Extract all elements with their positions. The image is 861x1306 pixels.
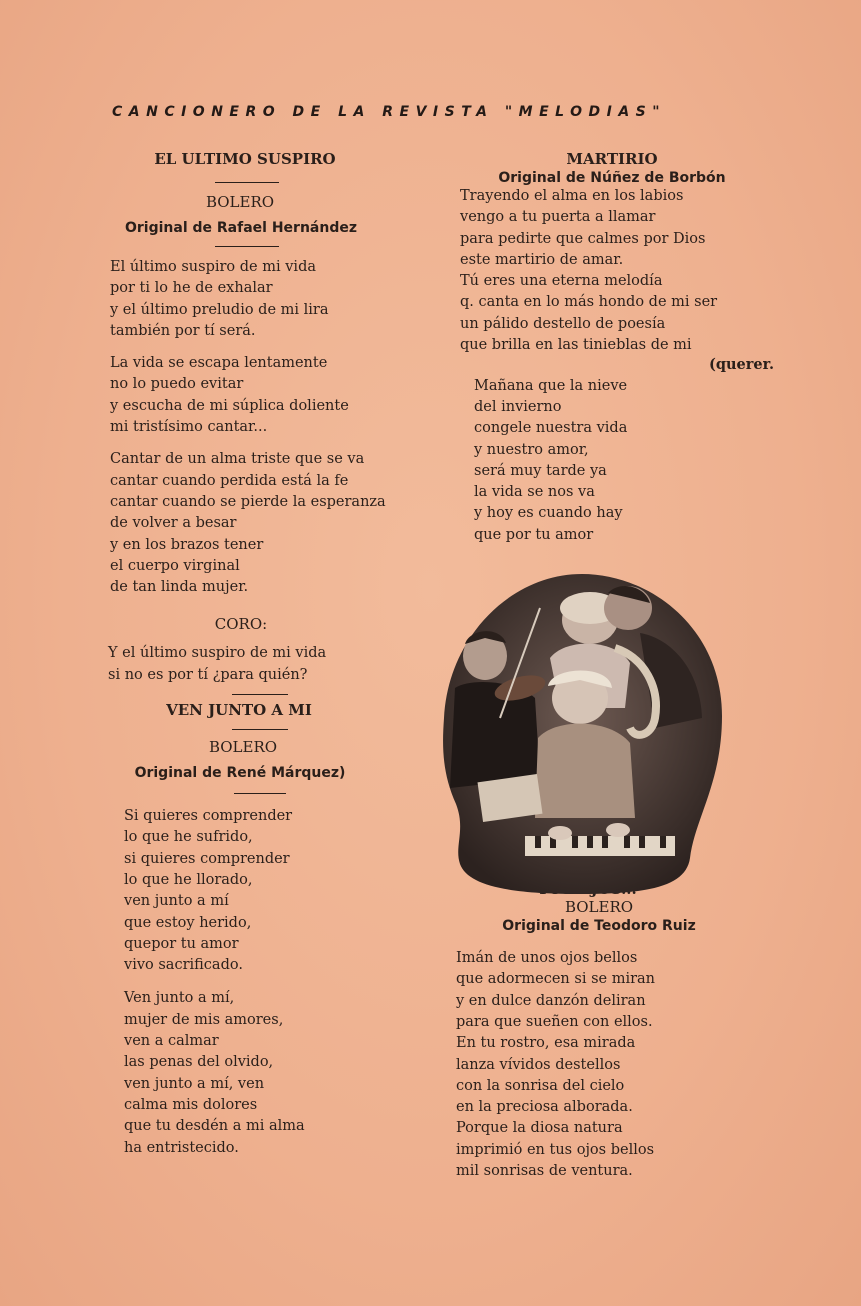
lyric-line: Imán de unos ojos bellos (456, 950, 638, 967)
lyric-line: un pálido destello de poesía (460, 315, 666, 332)
lyric-line: ven a calmar (124, 1033, 219, 1050)
song-author: Original de Teodoro Ruiz (502, 918, 696, 935)
lyric-line: ven junto a mí (124, 893, 229, 910)
divider (232, 729, 288, 730)
lyric-line: mi tristísimo cantar... (110, 419, 268, 436)
lyric-line: que brilla en las tinieblas de mi (460, 337, 692, 354)
song-title-martirio: MARTIRIO (566, 150, 658, 168)
lyric-line: si no es por tí ¿para quién? (108, 666, 308, 683)
lyric-line: vengo a tu puerta a llamar (460, 209, 656, 226)
song-author: Original de René Márquez) (134, 765, 346, 782)
lyric-line: el cuerpo virginal (110, 557, 240, 574)
lyric-line: en la preciosa alborada. (456, 1099, 633, 1116)
lyric-line: y en dulce danzón deliran (456, 992, 646, 1009)
lyric-line: ven junto a mí, ven (124, 1075, 265, 1092)
lyric-line: y en los brazos tener (110, 536, 264, 553)
song-genre: BOLERO (208, 738, 278, 757)
lyric-line: no lo puedo evitar (110, 376, 244, 393)
lyric-line: y escucha de mi súplica doliente (110, 397, 349, 414)
song-genre: BOLERO (564, 898, 634, 917)
lyric-line: Porque la diosa natura (456, 1120, 623, 1137)
lyric-line: congele nuestra vida (474, 420, 628, 437)
lyric-line: Y el último suspiro de mi vida (108, 645, 327, 662)
coro-label: CORO: (214, 615, 268, 634)
lyric-line: este martirio de amar. (460, 251, 624, 268)
divider (215, 182, 279, 183)
lyric-line: y hoy es cuando hay (474, 505, 623, 522)
lyric-line: que estoy herido, (124, 914, 252, 931)
lyric-line: El último suspiro de mi vida (110, 259, 316, 275)
lyric-line: que tu desdén a mi alma (124, 1118, 305, 1135)
lyric-line: del invierno (474, 398, 562, 415)
lyric-line: también por tí será. (110, 322, 256, 339)
song-title-el-ultimo-suspiro: EL ULTIMO SUSPIRO (154, 150, 336, 168)
divider (232, 694, 288, 695)
lyric-line: quepor tu amor (124, 935, 239, 952)
divider (215, 246, 279, 247)
lyric-line: mujer de mis amores, (124, 1011, 284, 1028)
lyric-line: para pedirte que calmes por Dios (460, 230, 706, 247)
lyric-line: calma mis dolores (124, 1096, 258, 1113)
musicians-illustration (440, 568, 724, 898)
lyric-line: que adormecen si se miran (456, 971, 655, 988)
lyric-line: Trayendo el alma en los labios (460, 188, 684, 204)
coro-lyrics (108, 643, 406, 686)
song-lyrics (110, 257, 406, 609)
lyric-line: las penas del olvido, (124, 1054, 274, 1071)
lyric-line: para que sueñen con ellos. (456, 1013, 653, 1030)
song-lyrics (456, 948, 760, 1182)
lyric-line: con la sonrisa del cielo (456, 1077, 625, 1094)
lyric-line: la vida se nos va (474, 484, 595, 501)
lyric-line: será muy tarde ya (474, 462, 607, 479)
lyric-line: cantar cuando perdida está la fe (110, 472, 349, 489)
lyric-line: por ti lo he de exhalar (110, 280, 273, 297)
lyric-line: Si quieres comprender (124, 808, 293, 825)
lyric-line: La vida se escapa lentamente (110, 355, 328, 372)
lyric-line: si quieres comprender (124, 850, 290, 867)
divider (234, 793, 286, 794)
lyric-line: que por tu amor (474, 526, 594, 543)
lyric-line: lo que he sufrido, (124, 829, 253, 846)
left-column (88, 150, 406, 1171)
lyric-line: y el último preludio de mi lira (110, 301, 329, 318)
lyric-line: Cantar de un alma triste que se va (110, 451, 365, 468)
song-author: Original de Núñez de Borbón (498, 170, 726, 186)
song-lyrics (474, 376, 760, 546)
lyric-line: lo que he llorado, (124, 871, 253, 888)
lyric-line: En tu rostro, esa mirada (456, 1035, 636, 1052)
song-lyrics (124, 806, 406, 1171)
line-continuation: (querer. (709, 356, 774, 374)
lyric-line: vivo sacrificado. (124, 957, 243, 974)
lyric-line: de tan linda mujer. (110, 579, 249, 596)
lyric-line: de volver a besar (110, 515, 237, 532)
lyric-line: y nuestro amor, (474, 441, 589, 458)
song-lyrics (460, 186, 760, 356)
lyric-line: ha entristecido. (124, 1139, 239, 1156)
song-author: Original de Rafael Hernández (125, 220, 357, 236)
lyric-line: Ven junto a mí, (124, 990, 235, 1007)
lyric-line: imprimió en tus ojos bellos (456, 1141, 655, 1158)
song-genre: BOLERO (205, 193, 275, 211)
lyric-line: Mañana que la nieve (474, 377, 628, 394)
lyric-line: q. canta en lo más hondo de mi ser (460, 294, 718, 311)
lyric-line: lanza vívidos destellos (456, 1056, 621, 1073)
song-title-ven-junto-a-mi: VEN JUNTO A MI (166, 701, 312, 720)
page-header: CANCIONERO DE LA REVISTA "MELODIAS" (112, 104, 667, 120)
lyric-line: cantar cuando se pierde la esperanza (110, 493, 386, 510)
lyric-line: Tú eres una eterna melodía (460, 273, 663, 290)
lyric-line: mil sonrisas de ventura. (456, 1163, 633, 1180)
